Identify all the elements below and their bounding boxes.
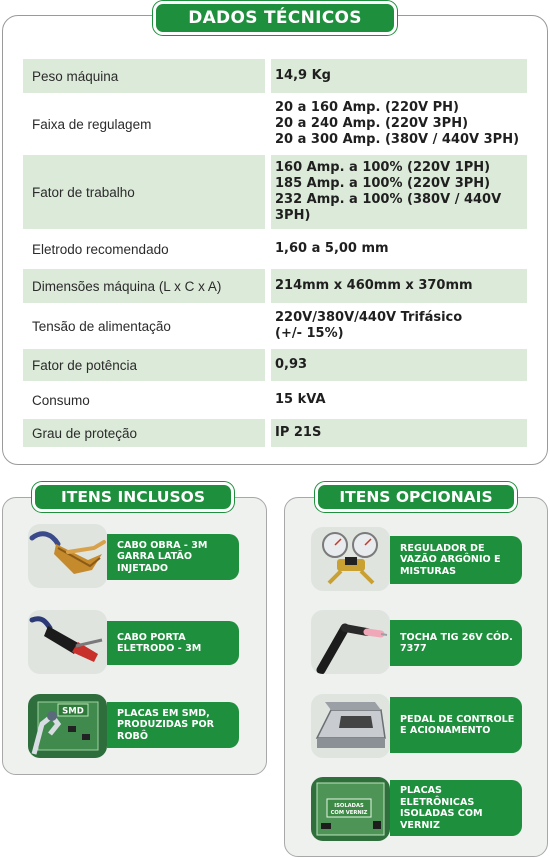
smd-board-robot-icon — [28, 694, 107, 758]
spec-row-duty-cycle — [23, 155, 527, 229]
spec-value: 20 a 160 Amp. (220V PH) 20 a 240 Amp. (220V 3PH) 20 a 300 Amp. (380V / 440V 3PH) — [275, 100, 520, 147]
spec-value: IP 21S — [275, 425, 322, 440]
spec-value: 0,93 — [275, 357, 308, 372]
electrode-holder-icon — [28, 610, 107, 674]
item-label: CABO PORTA ELETRODO - 3M — [107, 621, 239, 665]
spec-row-electrode — [23, 231, 527, 267]
spec-value-line: 232 Amp. a 100% (380V / 440V 3PH) — [275, 192, 502, 223]
item-label: PEDAL DE CONTROLE E ACIONAMENTO — [390, 697, 522, 753]
varnished-board-icon — [311, 777, 390, 841]
spec-value-line: 185 Amp. a 100% (220V 3PH) — [275, 176, 491, 191]
included-items-title: ITENS INCLUSOS — [32, 482, 234, 512]
spec-row-voltage — [23, 305, 527, 347]
smd-thumb-text: SMD — [62, 706, 84, 717]
spec-value: 15 kVA — [275, 392, 326, 407]
spec-value: 14,9 Kg — [275, 68, 331, 83]
ground-clamp-icon — [28, 524, 107, 588]
spec-row-dimensions — [23, 269, 527, 303]
spec-label: Tensão de alimentação — [32, 318, 171, 334]
gas-regulator-icon — [311, 527, 390, 591]
spec-value: 1,60 a 5,00 mm — [275, 241, 389, 256]
optional-items-title: ITENS OPCIONAIS — [315, 482, 517, 512]
spec-row-power-factor — [23, 349, 527, 381]
varnish-thumb-text-2: COM VERNIZ — [330, 810, 368, 816]
spec-label: Eletrodo recomendado — [32, 241, 169, 257]
item-label: TOCHA TIG 26V CÓD. 7377 — [390, 620, 522, 666]
technical-data-title: DADOS TÉCNICOS — [153, 1, 397, 35]
tig-torch-icon — [311, 610, 390, 674]
item-label: PLACAS ELETRÔNICAS ISOLADAS COM VERNIZ — [390, 780, 522, 836]
foot-pedal-icon — [311, 694, 390, 758]
spec-label: Fator de trabalho — [32, 184, 135, 200]
spec-row-weight — [23, 59, 527, 93]
spec-value-line: 160 Amp. a 100% (220V 1PH) — [275, 160, 491, 175]
spec-label: Peso máquina — [32, 68, 119, 84]
spec-label: Grau de proteção — [32, 425, 138, 441]
item-label: REGULADOR DE VAZÃO ARGÔNIO E MISTURAS — [390, 536, 522, 584]
spec-row-protection — [23, 419, 527, 447]
spec-label: Consumo — [32, 392, 90, 408]
varnish-thumb-text-1: ISOLADAS — [334, 803, 364, 809]
spec-label: Fator de potência — [32, 357, 138, 373]
spec-label: Dimensões máquina (L x C x A) — [32, 278, 222, 294]
item-label: PLACAS EM SMD, PRODUZIDAS POR ROBÔ — [107, 702, 239, 748]
item-label: CABO OBRA - 3M GARRA LATÃO INJETADO — [107, 534, 239, 580]
spec-value — [275, 160, 523, 224]
spec-label: Faixa de regulagem — [32, 116, 152, 132]
spec-value: 214mm x 460mm x 370mm — [275, 278, 473, 293]
spec-row-consumption — [23, 383, 527, 417]
spec-value: 220V/380V/440V Trifásico (+/- 15%) — [275, 310, 463, 341]
spec-row-range — [23, 95, 527, 153]
